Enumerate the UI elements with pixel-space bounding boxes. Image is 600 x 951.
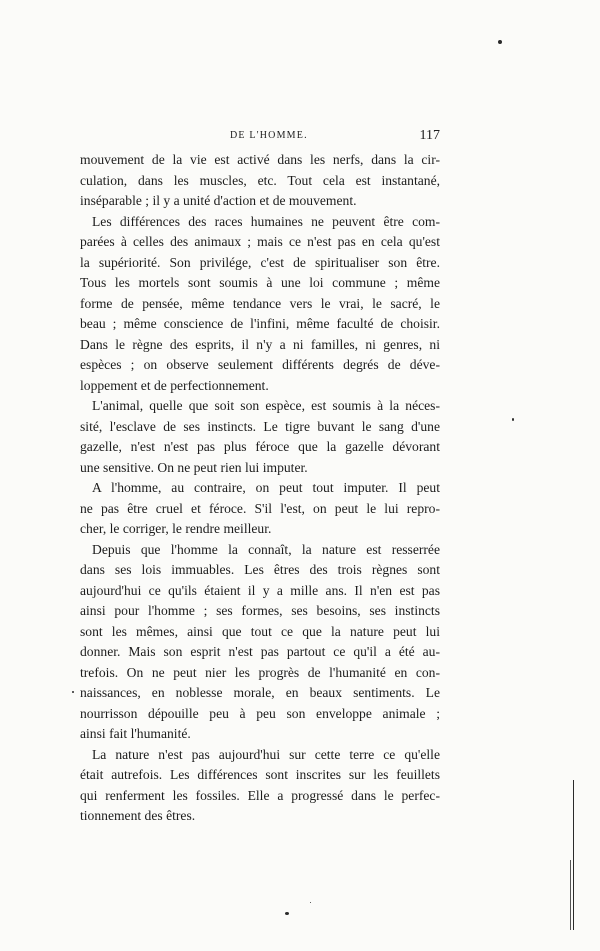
text-line: dans ses lois immuables. Les êtres des trois règnes sont [80, 562, 440, 577]
text-line: qui renferment les fossiles. Elle a progressé dans le perfec- [80, 787, 440, 803]
text-line: une sensitive. On ne peut rien lui imputer. [80, 459, 308, 475]
scan-speck [310, 902, 311, 903]
text-line: Depuis que l'homme la connaît, la nature est resserrée [92, 541, 440, 557]
text-line: trefois. On ne peut nier les progrès de l'humanité en con- [80, 664, 440, 680]
text-line: Tous les mortels sont soumis à une loi commune ; même [80, 275, 440, 290]
text-line: espèces ; on observe seulement différents degrés de déve- [80, 357, 440, 372]
text-line: tionnement des êtres. [80, 808, 196, 823]
text-line: nourrisson dépouille peu à peu son enveloppe animale ; [80, 705, 440, 721]
text-line: était autrefois. Les différences sont inscrites sur les feuillets [80, 767, 440, 782]
margin-rule-mark [570, 860, 571, 930]
text-line: Dans le règne des esprits, il n'y a ni familles, ni genres, ni [80, 336, 440, 352]
running-head [60, 128, 440, 148]
text-line: aujourd'hui ce qu'ils étaient il y a mille ans. Il n'en est pas [80, 582, 440, 598]
text-line: L'animal, quelle que soit son espèce, est soumis à la néces- [92, 398, 440, 413]
scan-speck [72, 691, 74, 693]
margin-rule-mark [573, 780, 575, 930]
text-line: culation, dans les muscles, etc. Tout cela est instantané, [80, 172, 440, 188]
text-line: gazelle, n'est n'est pas plus féroce que la gazelle dévorant [80, 439, 440, 454]
text-line: beau ; même conscience de l'infini, même faculté de choisir. [80, 316, 440, 331]
page-number: 117 [419, 128, 440, 143]
scan-speck [512, 418, 514, 421]
text-line: sité, l'esclave de ses instincts. Le tigre buvant le sang d'une [80, 418, 440, 434]
text-line: mouvement de la vie est activé dans les nerfs, dans la cir- [80, 152, 440, 167]
text-line: parées à celles des animaux ; mais ce n'est pas en cela qu'est [80, 234, 440, 249]
body-text [80, 150, 440, 827]
text-line: La nature n'est pas aujourd'hui sur cette terre ce qu'elle [92, 746, 440, 762]
text-line: la supériorité. Son privilége, c'est de spiritualiser son être. [80, 254, 440, 270]
text-line: inséparable ; il y a unité d'action et de mouvement. [80, 193, 357, 208]
running-title: DE L'HOMME. [230, 130, 308, 141]
text-line: cher, le corriger, le rendre meilleur. [80, 521, 272, 536]
text-line: naissances, en noblesse morale, en beaux sentiments. Le [80, 685, 440, 700]
text-line: Les différences des races humaines ne peuvent être com- [92, 213, 440, 229]
text-line: ainsi pour l'homme ; ses formes, ses besoins, ses instincts [80, 603, 440, 618]
scan-speck [285, 912, 289, 915]
scan-speck [498, 40, 502, 44]
text-line: forme de pensée, même tendance vers le vrai, le sacré, le [80, 295, 440, 311]
text-line: A l'homme, au contraire, on peut tout imputer. Il peut [92, 480, 440, 495]
text-line: loppement et de perfectionnement. [80, 377, 269, 393]
text-line: sont les mêmes, ainsi que tout ce que la nature peut lui [80, 623, 440, 639]
text-line: ne pas être cruel et féroce. S'il l'est, on peut le lui repro- [80, 500, 440, 516]
text-line: donner. Mais son esprit n'est pas partout ce qu'il a été au- [80, 644, 440, 659]
text-line: ainsi fait l'humanité. [80, 726, 191, 741]
